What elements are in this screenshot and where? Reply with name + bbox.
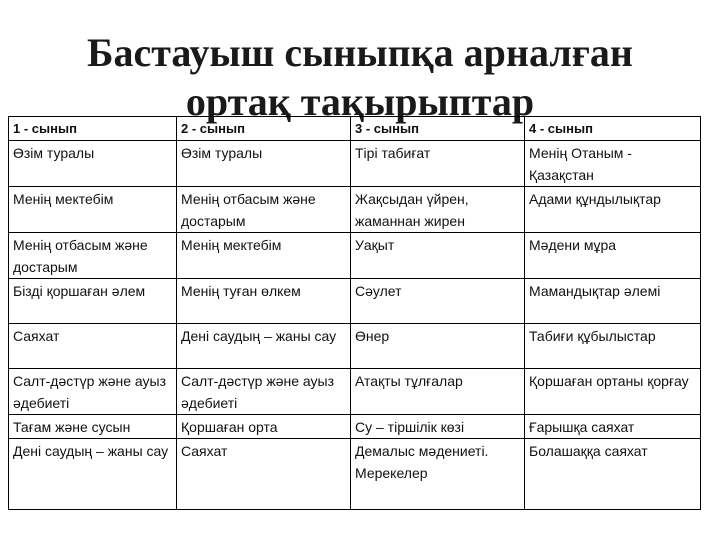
table-cell: Менің отбасым және достарым xyxy=(9,233,177,279)
topics-table xyxy=(8,116,701,510)
table-cell: Мәдени мұра xyxy=(525,233,701,279)
table-cell: Менің отбасым және достарым xyxy=(177,187,351,233)
table-cell: Өнер xyxy=(351,324,525,369)
table-cell: Саяхат xyxy=(177,439,351,510)
table-cell: Дені саудың – жаны сау xyxy=(177,324,351,369)
column-header-grade-1: 1 - сынып xyxy=(9,117,177,141)
table-cell: Сәулет xyxy=(351,279,525,324)
table-cell: Менің мектебім xyxy=(177,233,351,279)
table-cell: Тағам және сусын xyxy=(9,415,177,439)
table-row xyxy=(9,187,701,233)
column-header-grade-3: 3 - сынып xyxy=(351,117,525,141)
table-cell: Тірі табиғат xyxy=(351,141,525,187)
table-cell: Демалыс мәдениеті. Мерекелер xyxy=(351,439,525,510)
table-cell: Менің туған өлкем xyxy=(177,279,351,324)
table-row xyxy=(9,439,701,510)
page-title-line-2: ортақ тақырыптар xyxy=(185,79,535,124)
table-cell: Ғарышқа саяхат xyxy=(525,415,701,439)
table-row xyxy=(9,369,701,415)
table-cell: Менің Отаным - Қазақстан xyxy=(525,141,701,187)
table-cell: Болашаққа саяхат xyxy=(525,439,701,510)
table-cell: Менің мектебім xyxy=(9,187,177,233)
table-row xyxy=(9,279,701,324)
table-cell: Табиғи құбылыстар xyxy=(525,324,701,369)
column-header-grade-2: 2 - сынып xyxy=(177,117,351,141)
table-cell: Уақыт xyxy=(351,233,525,279)
table-cell: Өзім туралы xyxy=(9,141,177,187)
table-cell: Жақсыдан үйрен, жаманнан жирен xyxy=(351,187,525,233)
table-cell: Адами құндылықтар xyxy=(525,187,701,233)
table-cell: Дені саудың – жаны сау xyxy=(9,439,177,510)
table-header-row xyxy=(9,117,701,141)
table-cell: Өзім туралы xyxy=(177,141,351,187)
table-row xyxy=(9,141,701,187)
page-title xyxy=(0,28,720,126)
table-row xyxy=(9,233,701,279)
table-cell: Су – тіршілік көзі xyxy=(351,415,525,439)
table-cell: Қоршаған ортаны қорғау xyxy=(525,369,701,415)
table-cell: Бізді қоршаған әлем xyxy=(9,279,177,324)
table-row xyxy=(9,324,701,369)
table-cell: Салт-дәстүр және ауыз әдебиеті xyxy=(177,369,351,415)
table-cell: Атақты тұлғалар xyxy=(351,369,525,415)
table-cell: Салт-дәстүр және ауыз әдебиеті xyxy=(9,369,177,415)
page-title-line-1: Бастауыш сыныпқа арналған xyxy=(87,30,633,75)
table-cell: Мамандықтар әлемі xyxy=(525,279,701,324)
column-header-grade-4: 4 - сынып xyxy=(525,117,701,141)
table-cell: Саяхат xyxy=(9,324,177,369)
table-cell: Қоршаған орта xyxy=(177,415,351,439)
table-row xyxy=(9,415,701,439)
